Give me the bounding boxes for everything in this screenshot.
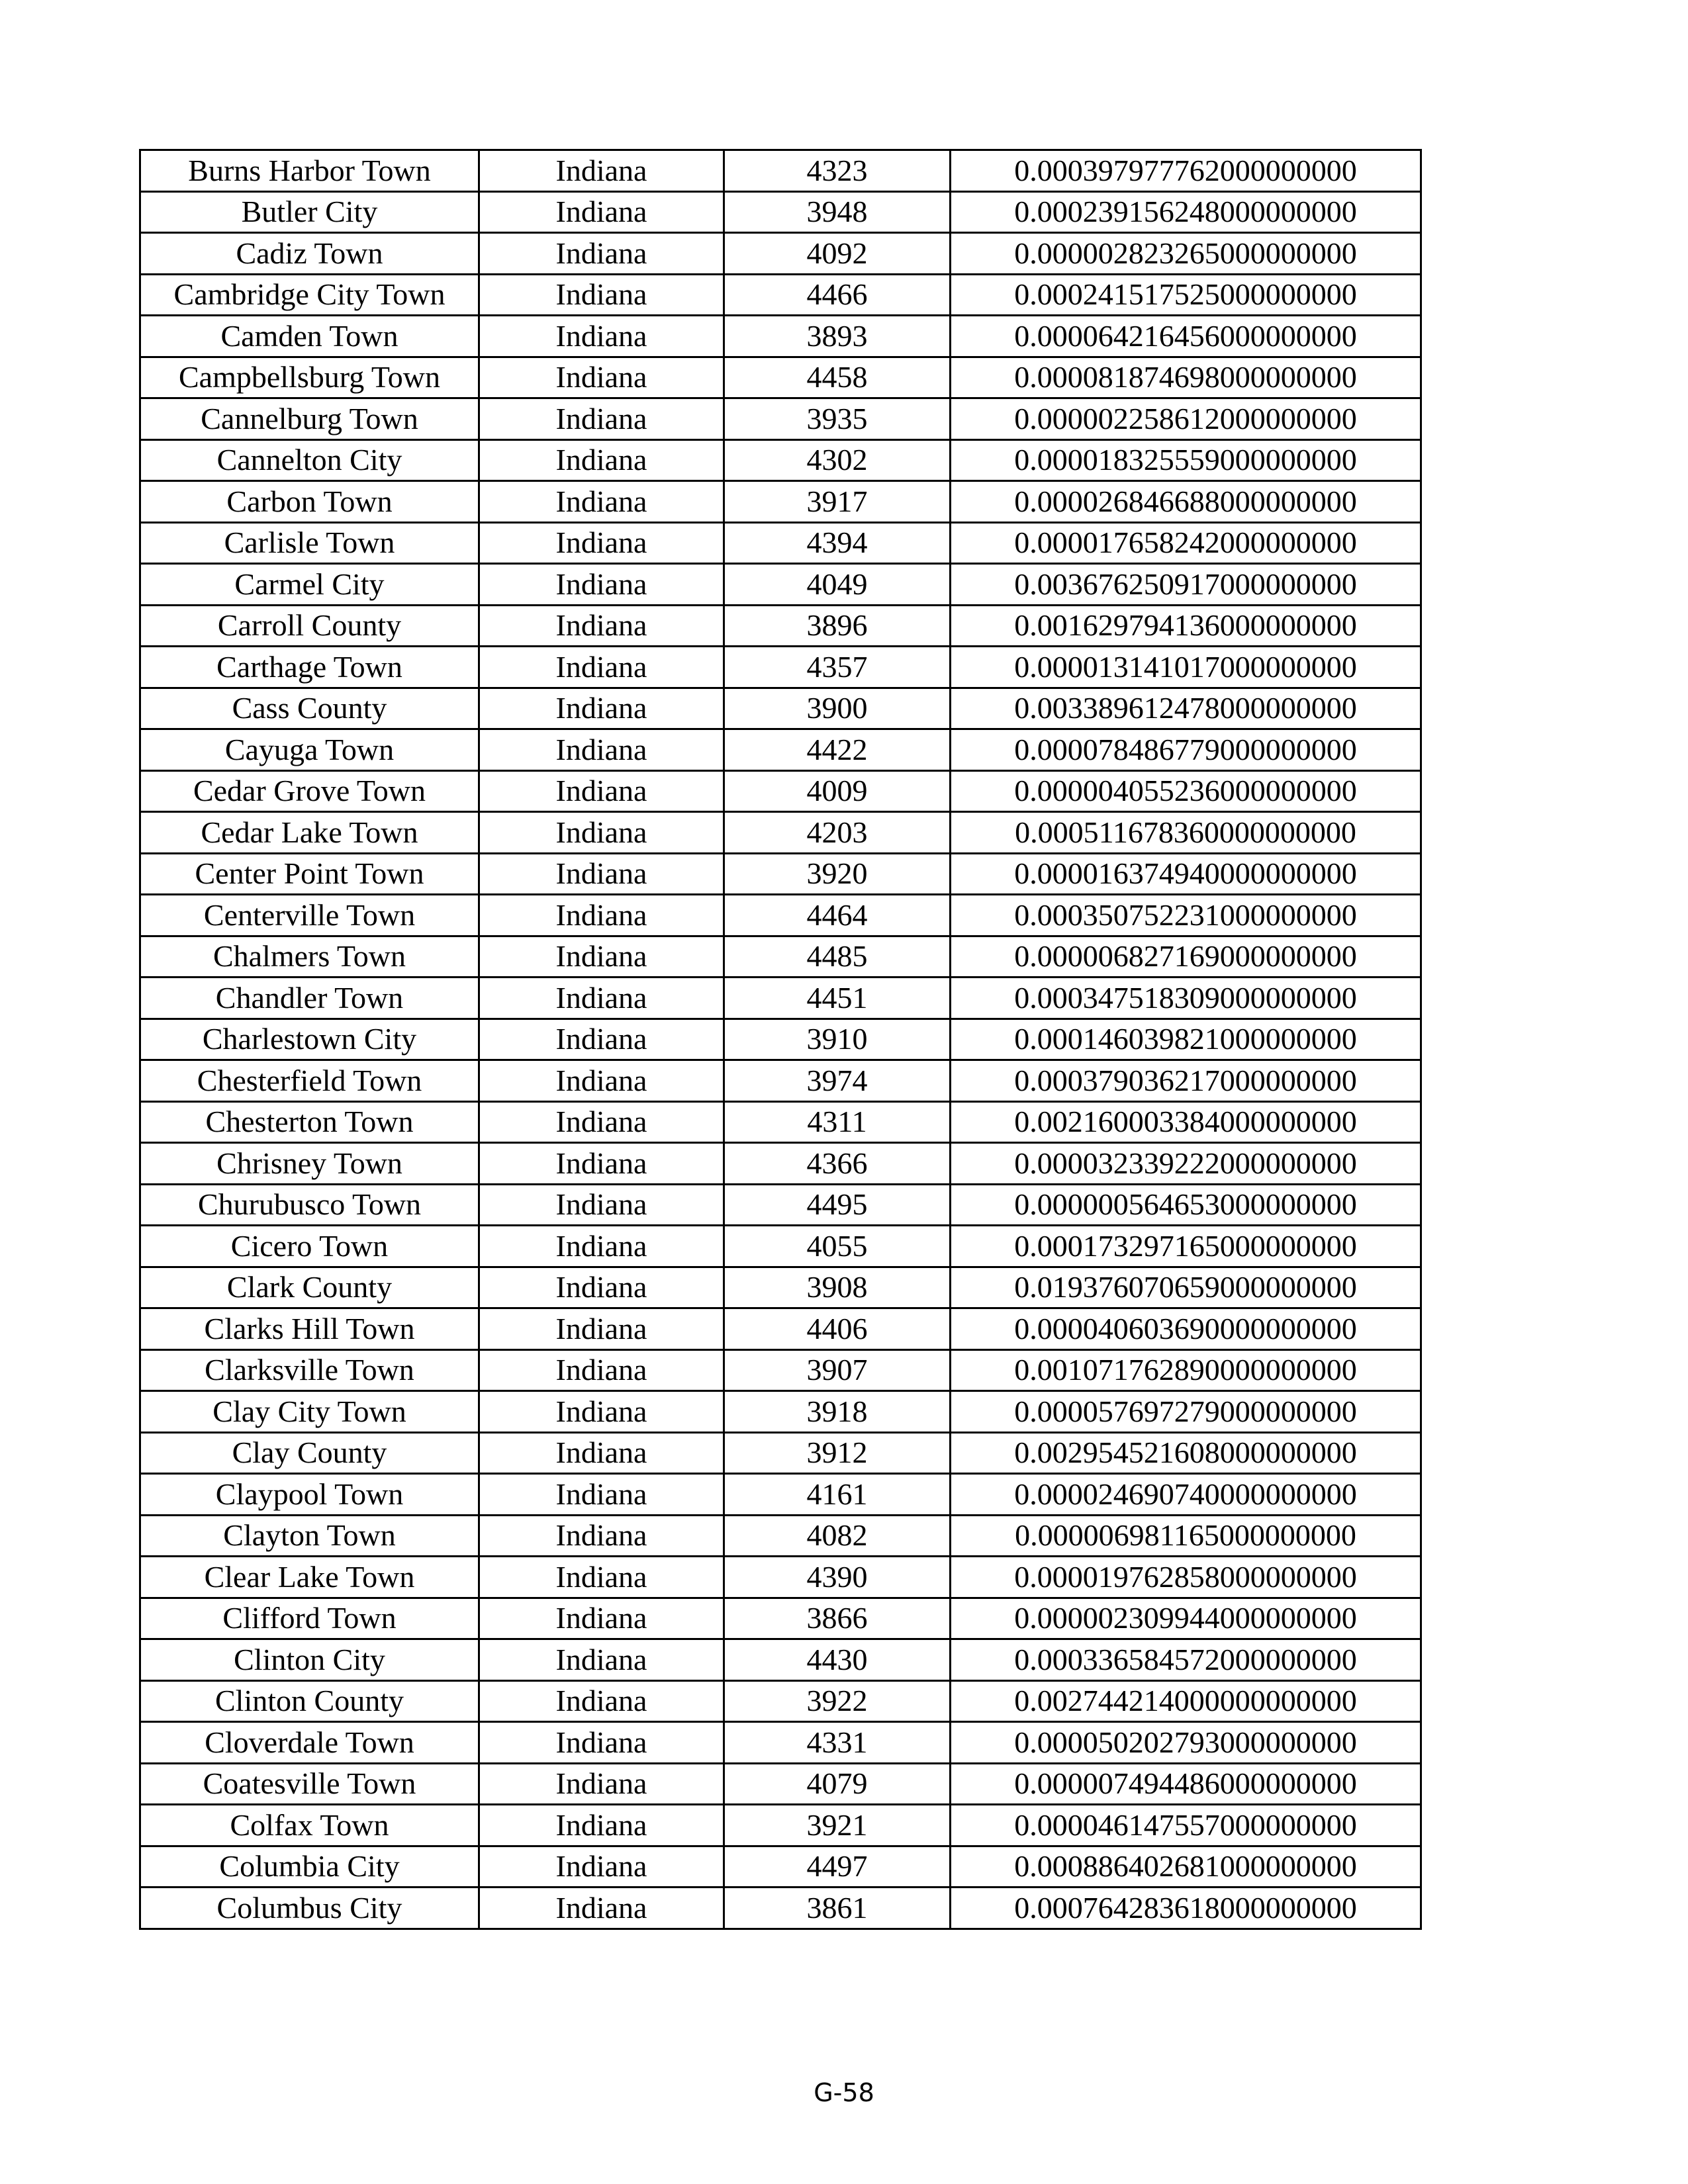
table-row (140, 936, 1421, 978)
value-cell: 0.000886402681000000000 (951, 1846, 1421, 1888)
id-cell: 3918 (724, 1391, 951, 1433)
jurisdiction-cell: Cass County (140, 688, 479, 729)
jurisdiction-cell: Charlestown City (140, 1019, 479, 1060)
state-cell: Indiana (479, 1515, 724, 1557)
value-cell: 0.000002309944000000000 (951, 1598, 1421, 1639)
value-cell: 0.002744214000000000000 (951, 1680, 1421, 1722)
state-cell: Indiana (479, 1184, 724, 1226)
state-cell: Indiana (479, 1722, 724, 1764)
state-cell: Indiana (479, 978, 724, 1019)
id-cell: 3896 (724, 605, 951, 647)
table-row (140, 439, 1421, 481)
table-row (140, 770, 1421, 812)
jurisdiction-cell: Carroll County (140, 605, 479, 647)
id-cell: 4430 (724, 1639, 951, 1681)
value-cell: 0.001629794136000000000 (951, 605, 1421, 647)
state-cell: Indiana (479, 357, 724, 398)
state-cell: Indiana (479, 1598, 724, 1639)
state-cell: Indiana (479, 936, 724, 978)
id-cell: 4466 (724, 274, 951, 316)
table-row (140, 1432, 1421, 1474)
id-cell: 4394 (724, 522, 951, 564)
state-cell: Indiana (479, 812, 724, 854)
jurisdiction-cell: Centerville Town (140, 895, 479, 936)
value-cell: 0.000018325559000000000 (951, 439, 1421, 481)
id-cell: 4451 (724, 978, 951, 1019)
id-cell: 4464 (724, 895, 951, 936)
state-cell: Indiana (479, 481, 724, 523)
state-cell: Indiana (479, 1474, 724, 1516)
value-cell: 0.001071762890000000000 (951, 1349, 1421, 1391)
table-row (140, 812, 1421, 854)
table-row (140, 1474, 1421, 1516)
jurisdiction-cell: Carthage Town (140, 647, 479, 688)
state-cell: Indiana (479, 1432, 724, 1474)
table-row (140, 1639, 1421, 1681)
id-cell: 3917 (724, 481, 951, 523)
state-cell: Indiana (479, 1308, 724, 1350)
id-cell: 3974 (724, 1060, 951, 1102)
jurisdiction-cell: Carlisle Town (140, 522, 479, 564)
id-cell: 4497 (724, 1846, 951, 1888)
value-cell: 0.000017658242000000000 (951, 522, 1421, 564)
value-cell: 0.000006827169000000000 (951, 936, 1421, 978)
table-row (140, 1557, 1421, 1598)
table-row (140, 895, 1421, 936)
table-row (140, 274, 1421, 316)
state-cell: Indiana (479, 729, 724, 771)
id-cell: 4422 (724, 729, 951, 771)
jurisdiction-cell: Chesterton Town (140, 1101, 479, 1143)
jurisdiction-cell: Clarksville Town (140, 1349, 479, 1391)
state-cell: Indiana (479, 1349, 724, 1391)
jurisdiction-cell: Cicero Town (140, 1226, 479, 1267)
jurisdiction-cell: Clinton City (140, 1639, 479, 1681)
jurisdiction-cell: Clinton County (140, 1680, 479, 1722)
value-cell: 0.000006981165000000000 (951, 1515, 1421, 1557)
state-cell: Indiana (479, 522, 724, 564)
state-cell: Indiana (479, 1101, 724, 1143)
table-row (140, 647, 1421, 688)
jurisdiction-cell: Chrisney Town (140, 1143, 479, 1185)
table-row (140, 564, 1421, 606)
value-cell: 0.003676250917000000000 (951, 564, 1421, 606)
table-row (140, 1226, 1421, 1267)
table-row (140, 1019, 1421, 1060)
jurisdiction-cell: Carbon Town (140, 481, 479, 523)
value-cell: 0.000379036217000000000 (951, 1060, 1421, 1102)
jurisdiction-cell: Clarks Hill Town (140, 1308, 479, 1350)
jurisdiction-cell: Clay City Town (140, 1391, 479, 1433)
table-row (140, 853, 1421, 895)
jurisdiction-cell: Cayuga Town (140, 729, 479, 771)
value-cell: 0.000016374940000000000 (951, 853, 1421, 895)
jurisdiction-cell: Cloverdale Town (140, 1722, 479, 1764)
value-cell: 0.000019762858000000000 (951, 1557, 1421, 1598)
state-cell: Indiana (479, 1763, 724, 1805)
id-cell: 3910 (724, 1019, 951, 1060)
state-cell: Indiana (479, 439, 724, 481)
jurisdiction-cell: Clay County (140, 1432, 479, 1474)
id-cell: 3920 (724, 853, 951, 895)
value-cell: 0.000004055236000000000 (951, 770, 1421, 812)
state-cell: Indiana (479, 895, 724, 936)
state-cell: Indiana (479, 853, 724, 895)
id-cell: 4366 (724, 1143, 951, 1185)
value-cell: 0.000764283618000000000 (951, 1888, 1421, 1929)
value-cell: 0.000000564653000000000 (951, 1184, 1421, 1226)
table-row (140, 1763, 1421, 1805)
value-cell: 0.000007494486000000000 (951, 1763, 1421, 1805)
jurisdiction-cell: Coatesville Town (140, 1763, 479, 1805)
state-cell: Indiana (479, 316, 724, 357)
id-cell: 4357 (724, 647, 951, 688)
state-cell: Indiana (479, 191, 724, 233)
id-cell: 3900 (724, 688, 951, 729)
id-cell: 4485 (724, 936, 951, 978)
value-cell: 0.000336584572000000000 (951, 1639, 1421, 1681)
jurisdiction-cell: Camden Town (140, 316, 479, 357)
state-cell: Indiana (479, 1680, 724, 1722)
table-row (140, 1184, 1421, 1226)
table-row (140, 1598, 1421, 1639)
id-cell: 3912 (724, 1432, 951, 1474)
table-row (140, 316, 1421, 357)
id-cell: 4049 (724, 564, 951, 606)
id-cell: 3907 (724, 1349, 951, 1391)
value-cell: 0.000081874698000000000 (951, 357, 1421, 398)
table-row (140, 357, 1421, 398)
value-cell: 0.000002823265000000000 (951, 233, 1421, 275)
table-row (140, 688, 1421, 729)
state-cell: Indiana (479, 564, 724, 606)
id-cell: 4311 (724, 1101, 951, 1143)
table-row (140, 1805, 1421, 1846)
table-row (140, 1267, 1421, 1308)
state-cell: Indiana (479, 1639, 724, 1681)
state-cell: Indiana (479, 1267, 724, 1308)
id-cell: 4331 (724, 1722, 951, 1764)
id-cell: 3922 (724, 1680, 951, 1722)
jurisdiction-cell: Butler City (140, 191, 479, 233)
state-cell: Indiana (479, 1019, 724, 1060)
value-cell: 0.000046147557000000000 (951, 1805, 1421, 1846)
value-cell: 0.000511678360000000000 (951, 812, 1421, 854)
table-row (140, 1143, 1421, 1185)
value-cell: 0.000397977762000000000 (951, 150, 1421, 192)
jurisdiction-cell: Claypool Town (140, 1474, 479, 1516)
table-row (140, 605, 1421, 647)
jurisdiction-cell: Cambridge City Town (140, 274, 479, 316)
table-row (140, 1349, 1421, 1391)
jurisdiction-cell: Chesterfield Town (140, 1060, 479, 1102)
jurisdiction-cell: Campbellsburg Town (140, 357, 479, 398)
state-cell: Indiana (479, 398, 724, 440)
jurisdiction-cell: Center Point Town (140, 853, 479, 895)
value-cell: 0.000026846688000000000 (951, 481, 1421, 523)
value-cell: 0.000173297165000000000 (951, 1226, 1421, 1267)
table-row (140, 150, 1421, 192)
id-cell: 3893 (724, 316, 951, 357)
id-cell: 3948 (724, 191, 951, 233)
jurisdiction-cell: Churubusco Town (140, 1184, 479, 1226)
state-cell: Indiana (479, 233, 724, 275)
jurisdiction-cell: Clayton Town (140, 1515, 479, 1557)
state-cell: Indiana (479, 1391, 724, 1433)
id-cell: 4082 (724, 1515, 951, 1557)
jurisdiction-cell: Cedar Lake Town (140, 812, 479, 854)
table-row (140, 1846, 1421, 1888)
jurisdiction-cell: Cadiz Town (140, 233, 479, 275)
id-cell: 4161 (724, 1474, 951, 1516)
id-cell: 4203 (724, 812, 951, 854)
table-row (140, 1060, 1421, 1102)
id-cell: 4390 (724, 1557, 951, 1598)
id-cell: 4009 (724, 770, 951, 812)
id-cell: 4323 (724, 150, 951, 192)
value-cell: 0.000078486779000000000 (951, 729, 1421, 771)
value-cell: 0.000146039821000000000 (951, 1019, 1421, 1060)
state-cell: Indiana (479, 1557, 724, 1598)
value-cell: 0.000032339222000000000 (951, 1143, 1421, 1185)
jurisdiction-cell: Carmel City (140, 564, 479, 606)
state-cell: Indiana (479, 1888, 724, 1929)
table-row (140, 1515, 1421, 1557)
table-row (140, 729, 1421, 771)
value-cell: 0.000024690740000000000 (951, 1474, 1421, 1516)
state-cell: Indiana (479, 1846, 724, 1888)
table-row (140, 191, 1421, 233)
value-cell: 0.002160003384000000000 (951, 1101, 1421, 1143)
id-cell: 4458 (724, 357, 951, 398)
table-row (140, 1722, 1421, 1764)
jurisdiction-cell: Columbus City (140, 1888, 479, 1929)
state-cell: Indiana (479, 1226, 724, 1267)
value-cell: 0.002954521608000000000 (951, 1432, 1421, 1474)
id-cell: 4495 (724, 1184, 951, 1226)
id-cell: 3908 (724, 1267, 951, 1308)
value-cell: 0.000002258612000000000 (951, 398, 1421, 440)
value-cell: 0.019376070659000000000 (951, 1267, 1421, 1308)
value-cell: 0.003389612478000000000 (951, 688, 1421, 729)
jurisdiction-cell: Cedar Grove Town (140, 770, 479, 812)
state-cell: Indiana (479, 1805, 724, 1846)
id-cell: 3921 (724, 1805, 951, 1846)
id-cell: 4302 (724, 439, 951, 481)
jurisdiction-cell: Cannelton City (140, 439, 479, 481)
table-row (140, 1391, 1421, 1433)
id-cell: 4055 (724, 1226, 951, 1267)
table-row (140, 1101, 1421, 1143)
page-number: G-58 (814, 2078, 874, 2107)
value-cell: 0.000064216456000000000 (951, 316, 1421, 357)
data-table (139, 149, 1422, 1930)
table-row (140, 1888, 1421, 1929)
state-cell: Indiana (479, 647, 724, 688)
jurisdiction-cell: Colfax Town (140, 1805, 479, 1846)
state-cell: Indiana (479, 1060, 724, 1102)
jurisdiction-cell: Cannelburg Town (140, 398, 479, 440)
table-row (140, 398, 1421, 440)
id-cell: 3935 (724, 398, 951, 440)
table-row (140, 1308, 1421, 1350)
value-cell: 0.000050202793000000000 (951, 1722, 1421, 1764)
jurisdiction-cell: Clifford Town (140, 1598, 479, 1639)
id-cell: 4092 (724, 233, 951, 275)
value-cell: 0.000241517525000000000 (951, 274, 1421, 316)
table-body (140, 150, 1421, 1929)
state-cell: Indiana (479, 1143, 724, 1185)
value-cell: 0.000347518309000000000 (951, 978, 1421, 1019)
jurisdiction-cell: Clear Lake Town (140, 1557, 479, 1598)
table-row (140, 1680, 1421, 1722)
id-cell: 3866 (724, 1598, 951, 1639)
jurisdiction-cell: Columbia City (140, 1846, 479, 1888)
table-row (140, 481, 1421, 523)
value-cell: 0.000040603690000000000 (951, 1308, 1421, 1350)
state-cell: Indiana (479, 605, 724, 647)
jurisdiction-cell: Chandler Town (140, 978, 479, 1019)
jurisdiction-cell: Clark County (140, 1267, 479, 1308)
value-cell: 0.000057697279000000000 (951, 1391, 1421, 1433)
id-cell: 3861 (724, 1888, 951, 1929)
state-cell: Indiana (479, 274, 724, 316)
table-row (140, 522, 1421, 564)
state-cell: Indiana (479, 150, 724, 192)
jurisdiction-cell: Burns Harbor Town (140, 150, 479, 192)
state-cell: Indiana (479, 688, 724, 729)
value-cell: 0.000239156248000000000 (951, 191, 1421, 233)
value-cell: 0.000350752231000000000 (951, 895, 1421, 936)
table-row (140, 978, 1421, 1019)
id-cell: 4079 (724, 1763, 951, 1805)
state-cell: Indiana (479, 770, 724, 812)
table-row (140, 233, 1421, 275)
value-cell: 0.000013141017000000000 (951, 647, 1421, 688)
jurisdiction-cell: Chalmers Town (140, 936, 479, 978)
id-cell: 4406 (724, 1308, 951, 1350)
